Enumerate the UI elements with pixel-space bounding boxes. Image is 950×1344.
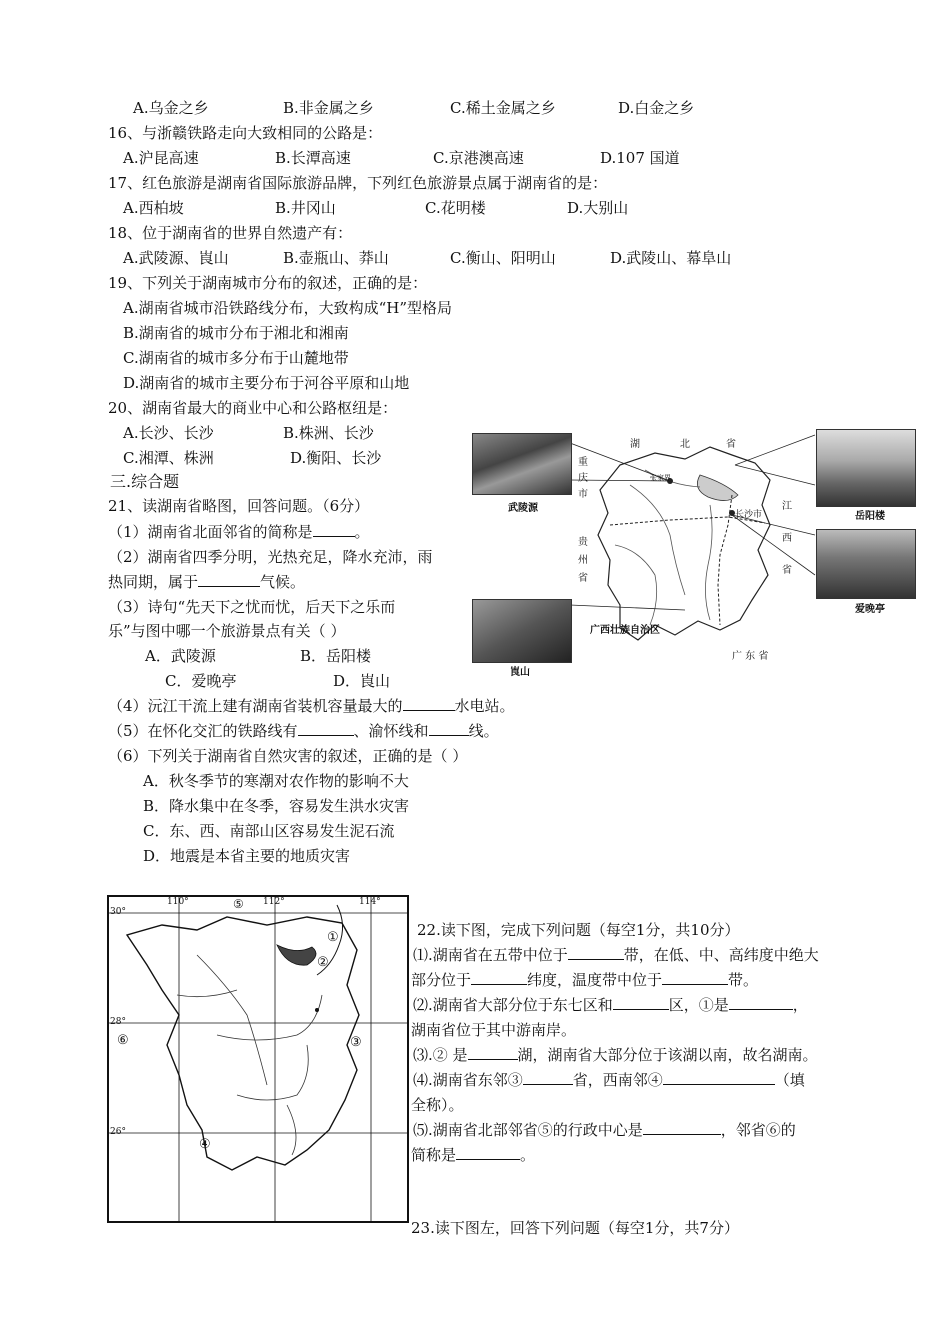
q22-line3: ⑶.② 是 湖，湖南省大部分位于该湖以南，故名湖南。 (413, 1046, 818, 1064)
q22-line5a: ⑸.湖南省北部邻省⑤的行政中心是 ，邻省⑥的 (413, 1121, 796, 1139)
q22-line1b: 部分位于 纬度，温度带中位于 带。 (411, 971, 759, 989)
answer-blank[interactable] (568, 945, 624, 960)
map-label-chongqing: 重 (578, 457, 588, 468)
q15-option-c: C.稀土金属之乡 (450, 99, 556, 117)
q19-option-d: D.湖南省的城市主要分布于河谷平原和山地 (123, 374, 410, 392)
q19-option-a: A.湖南省城市沿铁路线分布，大致构成“H”型格局 (123, 299, 453, 317)
q17-option-b: B.井冈山 (275, 199, 336, 217)
q17-stem: 17、红色旅游是湖南省国际旅游品牌，下列红色旅游景点属于湖南省的是： (108, 174, 608, 192)
q15-option-b: B.非金属之乡 (283, 99, 374, 117)
marker-2: ② (317, 955, 329, 970)
lon-label-112: 112° (263, 897, 285, 907)
map-label-guangxi: 广西壮族自治区 (590, 625, 660, 636)
q15-option-a: A.乌金之乡 (133, 99, 209, 117)
q19-stem: 19、下列关于湖南城市分布的叙述，正确的是： (108, 274, 428, 292)
section-title: 三.综合题 (110, 472, 180, 491)
q21-part4: （4）沅江干流上建有湖南省装机容量最大的 水电站。 (108, 697, 515, 715)
q21-part2a: （2）湖南省四季分明，光热充足，降水充沛，雨 (108, 548, 433, 566)
answer-blank[interactable] (403, 696, 455, 711)
q22-line4a: ⑷.湖南省东邻③ 省，西南邻④ （填 (413, 1071, 805, 1089)
q22-line1a: ⑴.湖南省在五带中位于 带，在低、中、高纬度中绝大 (413, 946, 819, 964)
answer-blank[interactable] (198, 572, 260, 587)
map-label-guizhou: 省 (578, 573, 588, 584)
q20-option-b: B.株洲、长沙 (283, 424, 374, 442)
q20-stem: 20、湖南省最大的商业中心和公路枢纽是： (108, 399, 398, 417)
q21-part2b: 热同期，属于 气候。 (108, 573, 306, 591)
q18-option-b: B.壶瓶山、莽山 (283, 249, 389, 267)
answer-blank[interactable] (643, 1120, 721, 1135)
q18-option-d: D.武陵山、幕阜山 (610, 249, 732, 267)
map-label-jiangxi: 西 (782, 533, 792, 544)
q16-option-c: C.京港澳高速 (433, 149, 524, 167)
q18-stem: 18、位于湖南省的世界自然遗产有： (108, 224, 353, 242)
q23-stem: 23.读下图左，回答下列问题（每空1分，共7分） (411, 1219, 739, 1237)
q21-part6: （6）下列关于湖南省自然灾害的叙述，正确的是（ ） (108, 747, 468, 765)
q16-option-b: B.长潭高速 (275, 149, 351, 167)
answer-blank[interactable] (468, 1045, 518, 1060)
lat-label-26: 26° (110, 1127, 126, 1137)
langshan-photo (472, 599, 572, 663)
map-label-jiangxi: 省 (782, 565, 792, 576)
map-label-hubei: 北 (680, 439, 690, 450)
yueyanglou-photo (816, 429, 916, 507)
map-label-hubei: 湖 (630, 439, 640, 450)
yueyanglou-caption: 岳阳楼 (855, 511, 885, 522)
map-label-guizhou: 州 (578, 555, 588, 566)
q17-option-d: D.大别山 (567, 199, 629, 217)
hunan-grid-map (107, 895, 409, 1223)
q22-stem: 22.读下图，完成下列问题（每空1分，共10分） (417, 921, 740, 939)
q18-option-a: A.武陵源、崀山 (123, 249, 229, 267)
q19-option-c: C.湖南省的城市多分布于山麓地带 (123, 349, 349, 367)
answer-blank[interactable] (429, 721, 469, 736)
q18-option-c: C.衡山、阳明山 (450, 249, 556, 267)
marker-3: ③ (350, 1035, 362, 1050)
q20-option-d: D.衡阳、长沙 (290, 449, 382, 467)
map-label-chongqing: 庆 (578, 473, 588, 484)
q15-option-d: D.白金之乡 (618, 99, 695, 117)
hunan-tourism-map (470, 425, 935, 678)
marker-1: ① (327, 930, 339, 945)
answer-blank[interactable] (456, 1145, 520, 1160)
map-label-jiangxi: 江 (782, 501, 792, 512)
q21-p6-option-c: C．东、西、南部山区容易发生泥石流 (143, 822, 395, 840)
q20-option-a: A.长沙、长沙 (123, 424, 214, 442)
answer-blank[interactable] (729, 995, 793, 1010)
marker-6: ⑥ (117, 1033, 129, 1048)
q17-option-c: C.花明楼 (425, 199, 486, 217)
q21-part1: （1）湖南省北面邻省的简称是 。 (108, 523, 370, 541)
q21-p3-option-d: D．崀山 (333, 672, 391, 690)
q16-stem: 16、与浙赣铁路走向大致相同的公路是： (108, 124, 383, 142)
marker-4: ④ (199, 1137, 211, 1152)
map-label-guizhou: 贵 (578, 537, 588, 548)
answer-blank[interactable] (471, 970, 527, 985)
lat-label-28: 28° (110, 1017, 126, 1027)
lon-label-114: 114° (359, 897, 381, 907)
answer-blank[interactable] (613, 995, 669, 1010)
answer-blank[interactable] (313, 522, 355, 537)
q22-line2b: 湖南省位于其中游南岸。 (411, 1021, 577, 1039)
map-label-hubei: 省 (726, 439, 736, 450)
q21-p3-option-a: A．武陵源 (145, 647, 216, 665)
q22-line4b: 全称）。 (411, 1096, 464, 1114)
q21-p3-option-b: B．岳阳楼 (300, 647, 372, 665)
q20-option-c: C.湘潭、株洲 (123, 449, 214, 467)
q16-option-d: D.107 国道 (600, 149, 680, 167)
q19-option-b: B.湖南省的城市分布于湘北和湘南 (123, 324, 349, 342)
q17-option-a: A.西柏坡 (123, 199, 184, 217)
q21-stem: 21、读湖南省略图，回答问题。（6分） (108, 497, 370, 515)
q22-line2a: ⑵.湖南省大部分位于东七区和 区，①是 ， (413, 996, 808, 1014)
lat-label-30: 30° (110, 907, 126, 917)
q21-part3b: 乐”与图中哪一个旅游景点有关（ ） (108, 622, 346, 640)
q16-option-a: A.沪昆高速 (123, 149, 199, 167)
answer-blank[interactable] (523, 1070, 573, 1085)
q21-p6-option-a: A．秋冬季节的寒潮对农作物的影响不大 (143, 772, 409, 790)
map-label-zhangjiajie: 张家界 (650, 474, 671, 482)
aiwanting-caption: 爱晚亭 (855, 604, 885, 615)
map-label-chongqing: 市 (578, 489, 588, 500)
hunan-grid-map-svg (107, 895, 409, 1223)
lon-label-110: 110° (167, 897, 189, 907)
q21-part3a: （3）诗句“先天下之忧而忧，后天下之乐而 (108, 598, 396, 616)
answer-blank[interactable] (662, 970, 728, 985)
answer-blank[interactable] (298, 721, 354, 736)
wulingyuan-caption: 武陵源 (508, 503, 538, 514)
aiwanting-photo (816, 529, 916, 599)
answer-blank[interactable] (663, 1070, 775, 1085)
q21-part5: （5）在怀化交汇的铁路线有 、渝怀线和 线。 (108, 722, 499, 740)
q21-p6-option-d: D．地震是本省主要的地质灾害 (143, 847, 351, 865)
wulingyuan-photo (472, 433, 572, 495)
marker-5: ⑤ (233, 897, 244, 911)
q21-p3-option-c: C．爱晚亭 (165, 672, 237, 690)
langshan-caption: 崀山 (510, 667, 530, 678)
q22-line5b: 简称是 。 (411, 1146, 536, 1164)
map-label-changsha: 长沙市 (735, 510, 763, 520)
q21-p6-option-b: B．降水集中在冬季，容易发生洪水灾害 (143, 797, 410, 815)
map-label-guangdong: 广 东 省 (732, 651, 769, 662)
